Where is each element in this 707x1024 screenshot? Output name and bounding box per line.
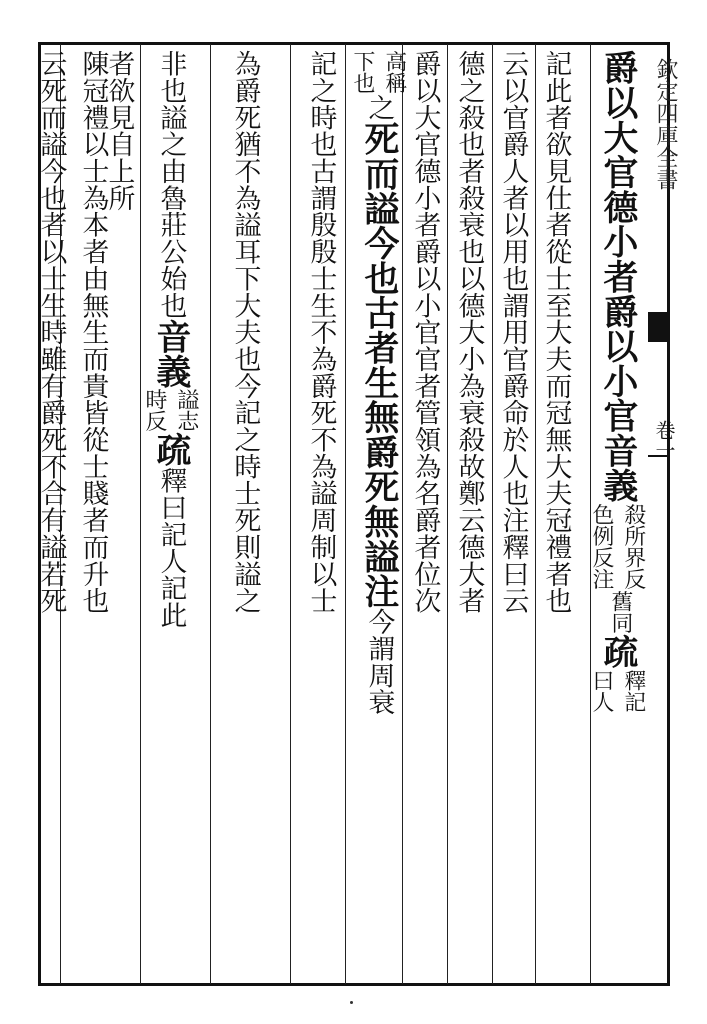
note-left: 反注 xyxy=(589,546,614,591)
text-column xyxy=(404,50,444,980)
text-column xyxy=(72,50,112,980)
interlinear-note xyxy=(349,50,407,94)
note-right: 高稱 xyxy=(381,50,407,94)
note-right: 謚志 xyxy=(173,388,199,432)
column-rule xyxy=(345,44,346,984)
commentary-text: 德之殺也者殺衰也以德大小為衰殺故鄭云德大者 xyxy=(453,50,485,614)
commentary-text: 非也謚之由魯莊公始也 xyxy=(155,50,187,319)
interlinear-note xyxy=(588,546,646,590)
commentary-text: 陳冠禮以士為本者由無生而貴皆從士賤者而升也 xyxy=(77,50,109,614)
note-right: 界反 xyxy=(620,546,646,591)
text-column xyxy=(30,50,70,980)
interlinear-note xyxy=(588,503,646,547)
note-left: 下也 xyxy=(350,50,375,94)
note-right: 舊同 xyxy=(607,590,633,634)
column-rule xyxy=(402,44,403,984)
commentary-text: 者欲見自上所 xyxy=(103,50,135,212)
interlinear-note xyxy=(588,669,646,713)
volume-label: 卷一 xyxy=(652,420,676,460)
commentary-text: 記此者欲見仕者從士至大夫而冠無大夫冠禮者也 xyxy=(540,50,572,614)
text-column xyxy=(224,50,264,980)
column-rule xyxy=(290,44,291,984)
commentary-text: 云以官爵人者以用也謂用官爵命於人也注釋曰云 xyxy=(497,50,529,614)
commentary-text: 為爵死猶不為謚耳下大夫也今記之時士死則謚之 xyxy=(229,50,261,614)
fish-tail-mark xyxy=(648,312,670,342)
note-left: 曰人 xyxy=(589,668,614,713)
page-speck xyxy=(350,1001,353,1004)
text-column xyxy=(300,50,340,980)
text-column xyxy=(535,50,575,980)
text-column xyxy=(350,50,407,980)
main-text: 死而謚今也古者生無爵死無謚注 xyxy=(357,120,399,608)
note-right: 釋記 xyxy=(620,668,646,713)
text-column xyxy=(448,50,488,980)
main-text: 音義 xyxy=(149,318,191,389)
column-rule xyxy=(210,44,211,984)
text-column xyxy=(492,50,532,980)
commentary-text: 爵以大官德小者爵以小官官者管領為名爵者位次 xyxy=(409,50,441,614)
interlinear-note xyxy=(141,388,199,432)
text-column xyxy=(589,50,646,980)
note-left: 色例 xyxy=(589,502,614,547)
note-left: 時反 xyxy=(142,388,167,432)
interlinear-note xyxy=(601,590,633,634)
column-rule xyxy=(140,44,141,984)
book-title: 欽定四庫全書 xyxy=(653,58,678,190)
note-right: 殺所 xyxy=(620,502,646,547)
commentary-text: 云死而謚今也者以士生時雖有爵死不合有謚若死 xyxy=(35,50,67,614)
main-text: 爵以大官德小者爵以小官音義 xyxy=(596,50,638,503)
commentary-text: 今謂周衰 xyxy=(363,607,395,716)
main-text: 疏 xyxy=(149,431,191,467)
commentary-text: 釋曰記人記此 xyxy=(155,466,187,628)
main-text: 疏 xyxy=(596,633,638,669)
commentary-text: 記之時也古謂殷殷士生不為爵死不為謚周制以士 xyxy=(305,50,337,614)
commentary-text: 之 xyxy=(363,93,395,121)
text-column xyxy=(142,50,199,980)
margin-divider xyxy=(648,455,670,457)
